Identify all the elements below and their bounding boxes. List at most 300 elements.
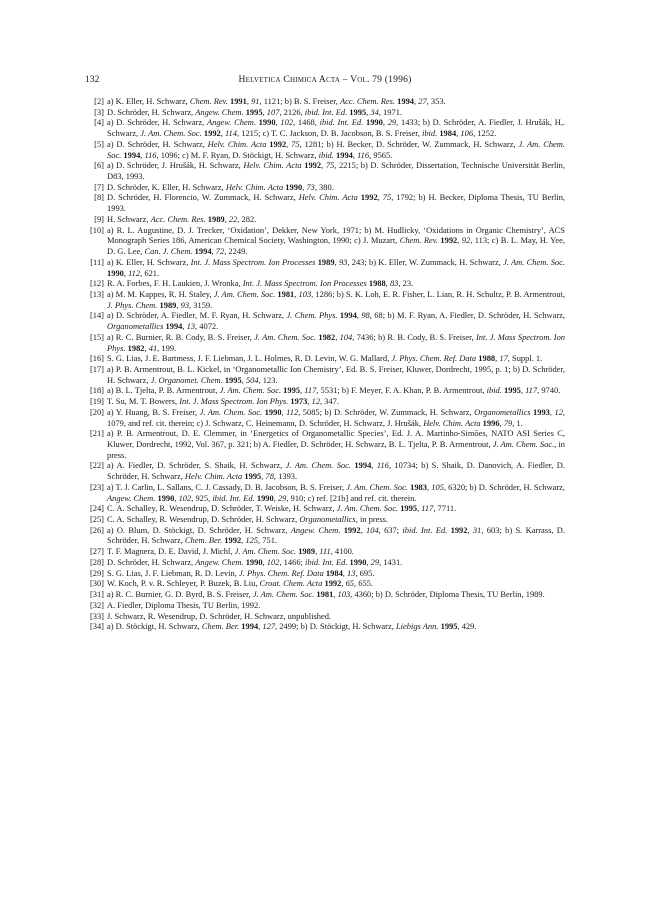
reference-number: [11] (90, 256, 104, 267)
citation-journal: J. Am. Chem. Soc. (285, 460, 351, 471)
reference-item (85, 407, 565, 428)
reference-text (107, 557, 402, 567)
citation-journal: Angew. Chem. (206, 117, 256, 128)
reference-text (107, 364, 565, 385)
reference-text (107, 621, 476, 631)
citation-year: 1990 (256, 492, 274, 503)
reference-item (85, 353, 565, 364)
citation-text: , (333, 589, 338, 600)
reference-number: [28] (89, 556, 104, 567)
citation-text: , (315, 546, 320, 557)
citation-text: , 637; (378, 524, 403, 535)
citation-text: , 380. (314, 181, 334, 192)
citation-year: 1994 (339, 310, 357, 321)
citation-journal: 29 (370, 556, 380, 567)
citation-text: , 910; c) ref. [21b] and ref. cit. therein. (286, 492, 417, 503)
citation-journal: 31 (472, 524, 482, 535)
citation-text: , (258, 621, 263, 632)
citation-text: a) O. Blum, D. Stöckigt, D. Schröder, H. Schwarz, (107, 524, 291, 535)
citation-journal: 103 (337, 589, 351, 600)
citation-journal: 106 (460, 128, 474, 139)
citation-journal: Chem. Rev. (399, 235, 438, 246)
citation-journal: Helv. Chim. Acta (243, 160, 302, 171)
reference-item (85, 214, 565, 225)
citation-journal: ibid. (421, 128, 438, 139)
citation-year: 1988 (368, 278, 386, 289)
citation-journal: 27 (418, 96, 427, 106)
citation-text: a) R. L. Augustine, D. J. Trecker, ‘Oxidation’, Dekker, New York, 1971; b) M. Hudlicky, ‘Oxidations in Organic Chemistry’, ACS Monograph Series 186, American Chemical Society, Washington, 1990; c) J. Muzart, (107, 224, 565, 246)
citation-journal: Organometallics (474, 406, 531, 417)
citation-journal: Angew. Chem. (290, 524, 341, 535)
citation-text: , (499, 417, 504, 428)
citation-journal: 65 (345, 578, 354, 589)
citation-year: 1992 (440, 235, 458, 246)
citation-text: S. G. Lias, J. E. Bartmess, J. F. Liebman, J. L. Holmes, R. D. Levin, W. G. Mallard, (107, 353, 392, 364)
citation-text: S. G. Lias, J. F. Liebman, R. D. Levin, (107, 567, 239, 578)
citation-text: , 1286; b) S. K. Loh, E. R. Fisher, L. Lian, R. H. Schultz, P. B. Armentrout, (311, 288, 566, 299)
citation-year: 1982 (318, 331, 336, 342)
citation-text: , (294, 288, 299, 299)
citation-text: , 4072. (195, 321, 219, 332)
citation-year: 1990 (258, 117, 276, 128)
reference-number: [26] (89, 524, 104, 535)
citation-journal: 12 (311, 396, 320, 407)
citation-text: , 7711. (433, 503, 457, 514)
citation-text: , 1215; c) T. C. Jackson, D. B. Jacobson, B. S. Freiser, (237, 128, 422, 139)
citation-journal: J. Am. Chem. Soc. (492, 439, 555, 449)
citation-text: , 1121; b) B. S. Freiser, (259, 96, 340, 106)
journal-running-title: Helvetica Chimica Acta – Vol. 79 (1996) (238, 74, 412, 85)
citation-journal: J. Phys. Chem. Ref. Data (391, 353, 477, 364)
citation-text: , 10734; b) S. Shaik, D. Danovich, A. Fiedler, D. Schröder, H. Schwarz, (107, 460, 566, 482)
citation-text: , 603; b) S. Karrass, D. Schröder, H. Schwarz, (107, 524, 566, 546)
reference-text (107, 396, 339, 406)
citation-journal: Chem. Rev. (189, 96, 228, 106)
citation-text: , 123. (258, 374, 278, 385)
citation-journal: ibid. (318, 149, 334, 160)
citation-journal: 102 (178, 492, 192, 503)
reference-item (85, 310, 565, 331)
citation-journal: J. Am. Chem. Soc. (234, 546, 297, 557)
citation-journal: J. Phys. Chem. Ref. Data (238, 567, 324, 578)
citation-text: , (366, 106, 371, 117)
reference-number: [20] (89, 406, 104, 417)
citation-year: 1995 (244, 471, 262, 482)
citation-journal: 116 (376, 460, 389, 471)
citation-text: D. Schröder, H. Schwarz, (107, 106, 196, 117)
citation-text: a) T. J. Carlin, L. Sallans, C. J. Cassady, D. B. Jacobson, B. S. Freiser, (107, 481, 347, 492)
reference-item (85, 225, 565, 257)
citation-journal: 117 (525, 385, 538, 396)
reference-text (107, 353, 542, 363)
reference-item (85, 289, 565, 310)
citation-journal: Angew. Chem. (195, 106, 244, 117)
reference-item (85, 428, 565, 460)
citation-text: , (307, 396, 312, 407)
reference-item (85, 117, 565, 138)
citation-text: , 621. (140, 267, 160, 278)
citation-journal: Can. J. Chem. (144, 246, 193, 257)
reference-item (85, 107, 565, 118)
citation-year: 1994 (354, 460, 372, 471)
reference-number: [31] (89, 589, 104, 600)
reference-number: [5] (94, 138, 104, 149)
citation-text: , 1433; b) D. Schröder, A. Fiedler, J. Hrušák, H,. Schwarz, (107, 117, 566, 139)
reference-text (107, 460, 565, 481)
citation-text: , (220, 128, 225, 139)
citation-journal: Acc. Chem. Res. (339, 96, 396, 106)
citation-year: 1994 (397, 96, 415, 106)
citation-text: , 1281; b) H. Becker, D. Schröder, W. Zummack, H. Schwarz, (299, 138, 519, 149)
citation-journal: Chem. Ber. (184, 535, 223, 546)
reference-text (107, 578, 373, 588)
citation-journal: Acc. Chem. Res. (150, 213, 206, 224)
citation-journal: Helv. Chim. Acta (298, 192, 358, 203)
reference-text (107, 214, 256, 224)
citation-text: , 3159. (189, 299, 213, 310)
citation-text: W. Koch, P. v. R. Schleyer, P. Buzek, B. Liu, (107, 578, 260, 589)
citation-journal: 103 (298, 288, 312, 299)
citation-year: 1973 (290, 396, 308, 407)
citation-year: 1981 (316, 589, 334, 600)
citation-text: , (335, 331, 340, 342)
reference-text (107, 117, 565, 138)
citation-year: 1996 (482, 417, 500, 428)
citation-journal: 78 (265, 471, 274, 482)
citation-text: , 282. (237, 213, 257, 224)
reference-number: [19] (89, 396, 104, 407)
citation-journal: 105 (431, 481, 444, 492)
citation-year: 1995 (400, 503, 418, 514)
citation-journal: 102 (280, 117, 294, 128)
citation-year: 1995 (440, 621, 458, 632)
citation-text: , Suppl. 1. (507, 353, 543, 364)
citation-journal: J. Am. Chem. Soc. (219, 385, 282, 396)
citation-journal: 75 (382, 192, 392, 203)
reference-text (107, 278, 413, 288)
citation-journal: 116 (357, 149, 370, 160)
citation-journal: 93 (338, 256, 348, 267)
citation-journal: J. Phys. Chem. (107, 299, 158, 310)
citation-text: a) K. Eller, H. Schwarz, (107, 96, 190, 106)
citation-text: , 1079, and ref. cit. therein; c) J. Schwarz, C. Heinemann, D. Schröder, H. Schwarz, J. Hrušák, (107, 406, 566, 428)
citation-journal: J. Am. Chem. Soc. (140, 128, 202, 139)
citation-text: , 7436; b) R. B. Cody, B. S. Freiser, (352, 331, 476, 342)
citation-journal: ibid. Int. Ed. (304, 106, 348, 117)
citation-text: a) D. Schröder, J. Hrušák, H. Schwarz, (107, 160, 244, 171)
citation-text: , (211, 246, 216, 257)
reference-number: [13] (89, 288, 104, 299)
citation-journal: 41 (148, 342, 158, 353)
citation-text: , (417, 503, 422, 514)
citation-text: , (275, 117, 281, 128)
citation-year: 1991 (229, 96, 247, 106)
reference-number: [9] (94, 213, 104, 224)
reference-item (85, 546, 565, 557)
citation-journal: Chem. Ber. (201, 621, 240, 632)
reference-number: [21] (89, 428, 104, 439)
citation-text: , 751. (258, 535, 278, 546)
citation-text: , (352, 149, 358, 160)
citation-journal: Helv. Chim. Acta (423, 417, 481, 428)
reference-number: [3] (94, 106, 104, 117)
reference-item (85, 557, 565, 568)
citation-text: , 1971. (378, 106, 403, 117)
citation-text: a) B. L. Tjelta, P. B. Armentrout, (107, 385, 220, 396)
reference-number: [29] (89, 567, 104, 578)
citation-journal: 13 (186, 321, 196, 332)
citation-text: , 243; b) K. Eller, W. Zummack, H. Schwarz, (347, 256, 504, 267)
citation-text: , (334, 256, 339, 267)
citation-text: , 353. (426, 96, 446, 106)
citation-journal: Organometallics (107, 321, 164, 332)
citation-text: , (261, 471, 266, 482)
citation-journal: 75 (325, 160, 335, 171)
citation-year: 1992 (269, 138, 287, 149)
citation-journal: 117 (304, 385, 317, 396)
reference-text (107, 482, 565, 503)
citation-text: T. F. Magnera, D. E. David, J. Michl, (107, 546, 235, 557)
citation-text: T. Su, M. T. Bowers, (107, 396, 180, 407)
reference-text (107, 385, 560, 395)
citation-text: , (457, 235, 462, 246)
citation-text: , (385, 278, 390, 289)
citation-journal: Croat. Chem. Acta (259, 578, 323, 589)
citation-text: , (174, 492, 179, 503)
citation-text: , 1468, (293, 117, 320, 128)
reference-item (85, 589, 565, 600)
citation-journal: ibid. Int. Ed. (305, 556, 348, 567)
citation-journal: 93 (180, 299, 190, 310)
citation-year: 1994 (194, 246, 212, 257)
reference-item (85, 578, 565, 589)
reference-text (107, 310, 565, 331)
citation-year: 1992 (304, 160, 322, 171)
citation-journal: 79 (503, 417, 513, 428)
reference-number: [23] (89, 481, 104, 492)
reference-item (85, 332, 565, 353)
citation-year: 1989 (317, 256, 335, 267)
reference-number: [14] (89, 310, 104, 321)
reference-number: [12] (89, 278, 104, 289)
citation-text: , 2499; b) D. Stöckigt, H. Schwarz, (275, 621, 396, 632)
citation-journal: 112 (128, 267, 141, 278)
reference-number: [10] (89, 224, 104, 235)
citation-text: , 5085; b) D. Schröder, W. Zummack, H. Schwarz, (298, 406, 475, 417)
citation-text: a) A. Fiedler, D. Schröder, S. Shaik, H. Schwarz, (107, 460, 286, 471)
citation-year: 1984 (325, 567, 343, 578)
citation-text: , (286, 138, 292, 149)
citation-text: a) M. M. Kappes, R. H. Staley, (107, 288, 214, 299)
reference-item (85, 611, 565, 622)
reference-number: [24] (89, 503, 104, 514)
citation-text: , 113; c) B. L. May, H. Yee, D. G. Lee, (107, 235, 566, 257)
reference-item (85, 396, 565, 407)
citation-text: , 347. (319, 396, 339, 407)
reference-item (85, 482, 565, 503)
citation-text: , (382, 117, 388, 128)
reference-number: [16] (89, 353, 104, 364)
citation-year: 1995 (245, 106, 263, 117)
citation-journal: J. Am. Chem. Soc. (107, 138, 565, 160)
citation-text: , (356, 310, 362, 321)
citation-text: , (123, 267, 129, 278)
citation-text: , 5531; b) F. Meyer, F. A. Khan, P. B. Armentrout, (316, 385, 487, 396)
reference-number: [6] (94, 160, 104, 171)
citation-text: a) K. Eller, H. Schwarz, (107, 256, 191, 267)
citation-year: 1990 (157, 492, 175, 503)
citation-text: a) D. Schröder, A. Fiedler, M. F. Ryan, H. Schwarz, (107, 310, 287, 321)
reference-text (107, 182, 334, 192)
reference-text (107, 428, 565, 459)
citation-journal: 22 (228, 213, 238, 224)
reference-number: [17] (89, 363, 104, 374)
citation-text: , (262, 556, 267, 567)
citation-text: D. Schröder, K. Eller, H. Schwarz, (107, 181, 226, 192)
citation-journal: 92 (461, 235, 471, 246)
citation-journal: 127 (262, 621, 276, 632)
reference-text (107, 257, 565, 278)
citation-journal: 29 (387, 117, 397, 128)
citation-text: , (144, 342, 149, 353)
citation-text: , (262, 106, 267, 117)
citation-text: , 23. (398, 278, 414, 289)
citation-journal: 29 (277, 492, 287, 503)
reference-number: [32] (89, 599, 104, 610)
citation-journal: 116 (144, 149, 157, 160)
citation-year: 1989 (159, 299, 177, 310)
citation-text: , 4360; b) D. Schröder, Diploma Thesis, TU Berlin, 1989. (350, 589, 545, 600)
citation-year: 1992 (343, 524, 361, 535)
citation-year: 1990 (245, 556, 263, 567)
reference-text (107, 289, 565, 310)
citation-text: , (456, 128, 461, 139)
reference-text (107, 568, 374, 578)
citation-journal: J. Am. Chem. Soc. (199, 406, 263, 417)
citation-journal: Angew. Chem. (195, 556, 244, 567)
citation-text: , (360, 524, 366, 535)
citation-text: , (241, 535, 246, 546)
citation-text: , 925, (191, 492, 213, 503)
citation-journal: 73 (306, 181, 315, 192)
citation-year: 1981 (277, 288, 295, 299)
citation-text: , (302, 181, 307, 192)
citation-journal: ibid. Int. Ed. (402, 524, 448, 535)
citation-year: 1993 (533, 406, 550, 417)
citation-text: C. A. Schalley, R. Wesendrup, D. Schröder, H. Schwarz, (107, 514, 300, 525)
citation-year: 1992 (324, 578, 342, 589)
reference-number: [2] (94, 96, 104, 106)
reference-text (107, 139, 565, 160)
citation-year: 1982 (127, 342, 145, 353)
citation-text: , (426, 481, 432, 492)
citation-text: , 1792; b) H. Becker, Diploma Thesis, TU Berlin, 1993. (107, 192, 566, 214)
citation-journal: J. Am. Chem. Soc. (503, 256, 565, 267)
reference-text (107, 225, 565, 256)
citation-text: , 2215; b) D. Schröder, Dissertation, Technische Universität Berlin, D83, 1993. (107, 160, 565, 182)
citation-text: , (182, 321, 187, 332)
citation-journal: 13 (347, 567, 356, 578)
citation-journal: 504 (245, 374, 259, 385)
citation-journal: 34 (370, 106, 379, 117)
citation-text: , (377, 192, 383, 203)
citation-journal: Helv. Chim. Acta (184, 471, 243, 482)
reference-item (85, 460, 565, 481)
citation-journal: 12 (554, 406, 563, 417)
citation-text: , (321, 160, 326, 171)
citation-text: , 1393. (273, 471, 298, 482)
citation-year: 1988 (478, 353, 496, 364)
citation-journal: Int. J. Mass Spectrom. Ion Processes (190, 256, 316, 267)
citation-text: , 4100. (330, 546, 354, 557)
reference-text (107, 514, 388, 524)
citation-year: 1994 (165, 321, 183, 332)
citation-journal: 102 (266, 556, 280, 567)
citation-journal: Helv. Chim. Acta (225, 181, 284, 192)
citation-text: D. Schröder, H. Schwarz, (107, 556, 196, 567)
citation-year: 1995 (283, 385, 301, 396)
citation-text: D. Schröder, H. Florencio, W. Zummack, H. Schwarz, (107, 192, 299, 203)
citation-year: 1989 (298, 546, 316, 557)
citation-journal: Int. J. Mass Spectrom. Ion Phys. (107, 331, 566, 353)
citation-year: 1992 (203, 128, 221, 139)
reference-item (85, 568, 565, 579)
citation-text: , 2126, (279, 106, 305, 117)
citation-text: J. Schwarz, R. Wesendrup, D. Schröder, H. Schwarz, unpublished. (107, 610, 332, 621)
citation-year: 1994 (241, 621, 259, 632)
reference-text (107, 611, 331, 621)
reference-number: [34] (89, 621, 104, 632)
citation-year: 1992 (360, 192, 378, 203)
reference-list (85, 96, 565, 632)
citation-journal: J. Organomet. Chem. (150, 374, 223, 385)
citation-journal: 75 (291, 138, 300, 149)
citation-journal: ibid. (486, 385, 502, 396)
citation-journal: Int. J. Mass Spectrom. Ion Phys. (179, 396, 289, 407)
citation-text: , 9740. (537, 385, 561, 396)
citation-text: , in press. (107, 439, 565, 460)
reference-text (107, 503, 456, 513)
citation-journal: ibid. Int. Ed. (319, 117, 364, 128)
citation-text: , (176, 299, 181, 310)
citation-journal: Angew. Chem. (107, 492, 156, 503)
reference-number: [18] (89, 385, 104, 396)
citation-text: a) R. C. Burnier, G. D. Byrd, B. S. Freiser, (107, 589, 253, 600)
citation-text: , 429. (457, 621, 477, 632)
reference-text (107, 407, 565, 428)
reference-item (85, 364, 565, 385)
citation-text: , 6320; b) D. Schröder, H. Schwarz, (443, 481, 566, 492)
citation-journal: J. Am. Chem. Soc. (254, 331, 317, 342)
running-head (85, 73, 565, 87)
citation-text: , (467, 524, 473, 535)
reference-text (107, 600, 260, 610)
citation-text: , 1096; c) M. F. Ryan, D. Stöckigt, H. Schwarz, (156, 149, 319, 160)
reference-number: [33] (89, 610, 104, 621)
citation-text: a) D. Schröder, H. Schwarz, (107, 138, 208, 149)
citation-journal: 72 (215, 246, 225, 257)
citation-year: 1989 (207, 213, 225, 224)
reference-number: [30] (89, 578, 104, 589)
citation-text: , (342, 567, 348, 578)
citation-journal: J. Am. Chem. Soc. (346, 481, 408, 492)
citation-year: 1990 (107, 267, 124, 278)
citation-journal: 125 (245, 535, 259, 546)
citation-text: , (414, 96, 419, 106)
citation-text: , 199. (157, 342, 177, 353)
citation-text: , (341, 578, 346, 589)
citation-journal: 104 (366, 524, 379, 535)
